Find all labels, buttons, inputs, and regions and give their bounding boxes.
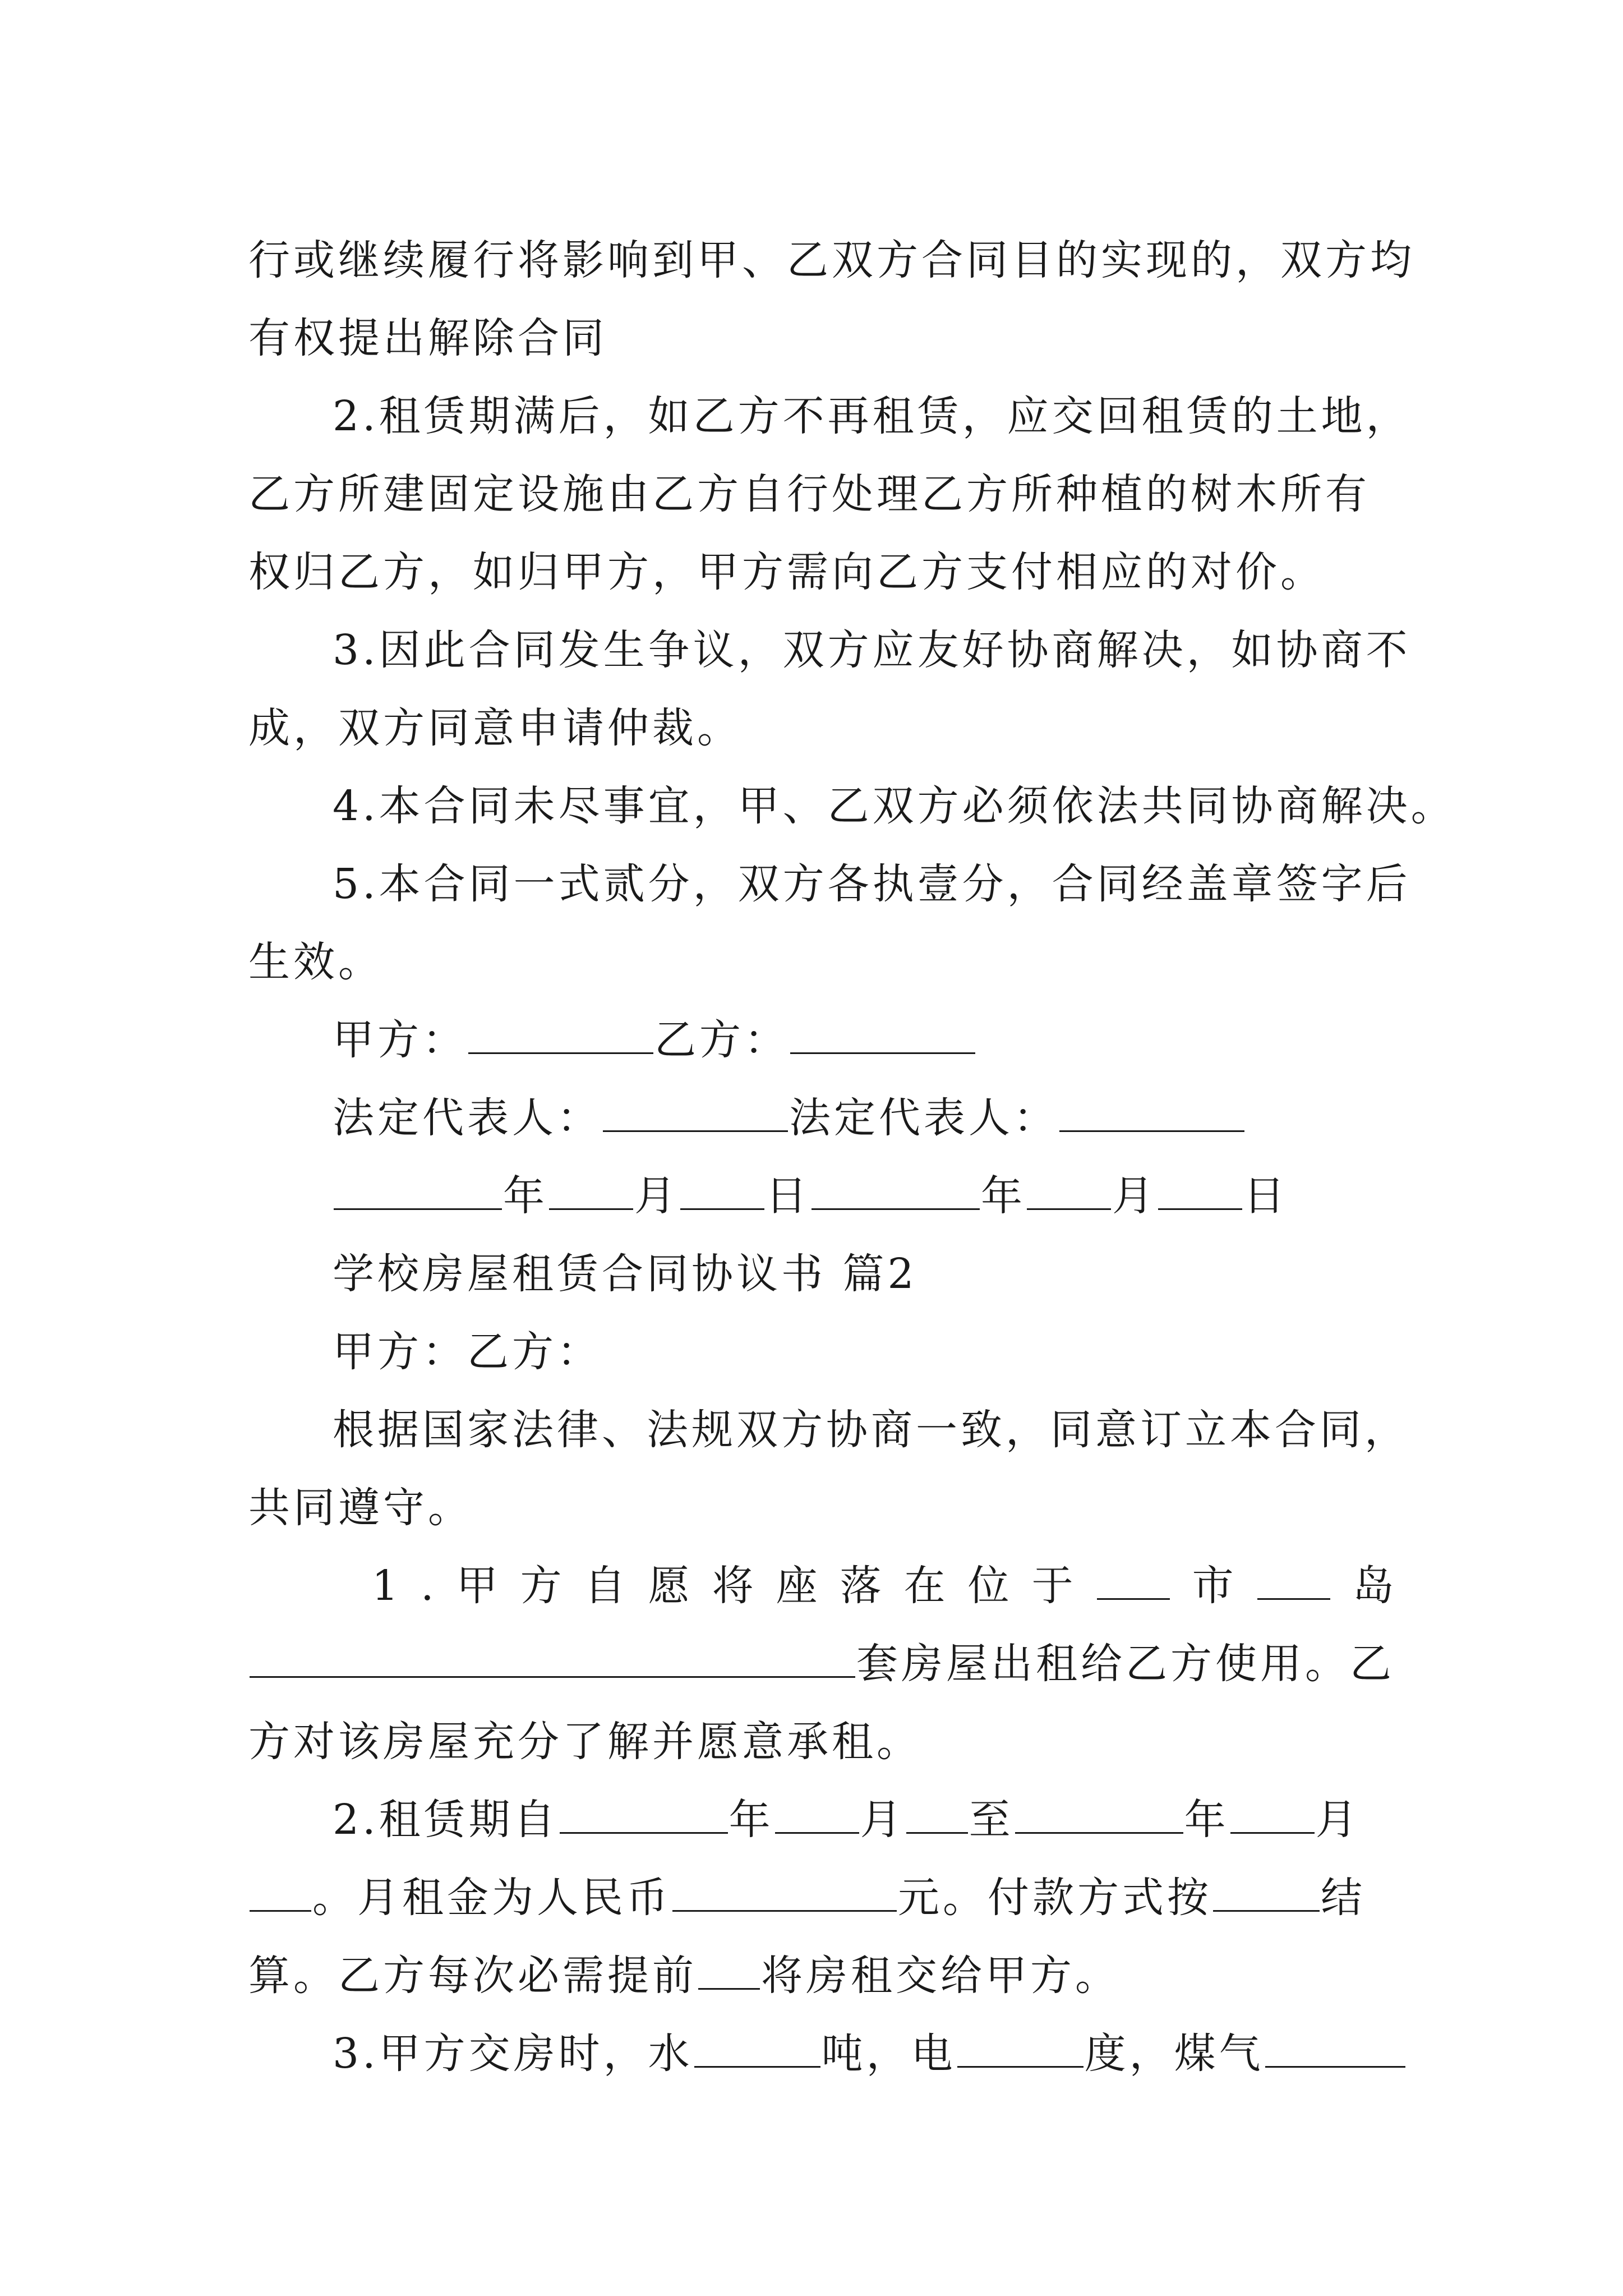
paragraph-line: 2.租赁期满后，如乙方不再租赁，应交回租赁的土地， [333,392,1411,440]
section-parties: 甲方：乙方： [333,1328,602,1376]
day-blank [250,1871,311,1912]
paragraph-line: 3.因此合同发生争议，双方应友好协商解决，如协商不 [333,626,1411,674]
city-blank [1097,1559,1170,1600]
year-blank [1015,1793,1183,1834]
city-label: 市 [1192,1562,1256,1610]
s2-item3-text: 度，煤气 [1084,2030,1264,2078]
section-title: 学校房屋租赁合同协议书 篇2 [333,1250,917,1298]
s2-item2-text: 结 [1321,1874,1366,1922]
day-label: 日 [766,1172,810,1220]
paragraph-line: 权归乙方，如归甲方，甲方需向乙方支付相应的对价。 [248,548,1325,596]
signature-parties-line [333,1001,976,1079]
party-b-blank [790,1013,975,1054]
s2-item2-text: 算。乙方每次必需提前 [248,1952,697,2000]
electricity-blank [957,2027,1083,2068]
paragraph-line [248,1937,1120,2015]
paragraph-line: 4.本合同未尽事宜，甲、乙双方必须依法共同协商解决。 [333,782,1456,830]
rent-blank [672,1871,897,1912]
month-blank [1027,1169,1111,1210]
party-a-label: 甲方： [333,1016,467,1064]
year-blank [560,1793,728,1834]
paragraph-line: 根据国家法律、法规双方协商一致，同意订立本合同， [333,1406,1409,1454]
month-blank [775,1793,859,1834]
s2-item1-text: 套房屋出租给乙方使用。乙 [856,1640,1395,1688]
month-label: 月 [1112,1172,1157,1220]
rep-a-label: 法定代表人： [333,1094,602,1142]
paragraph-line: 方对该房屋充分了解并愿意承租。 [248,1718,921,1766]
day-label: 日 [1243,1172,1288,1220]
paragraph-line [372,1547,1417,1625]
day-blank [680,1169,764,1210]
s2-item3-text: 3.甲方交房时，水 [333,2030,693,2078]
payment-method-blank [1213,1871,1320,1912]
year-label: 年 [503,1172,548,1220]
year-label: 年 [728,1796,774,1844]
month-blank [1230,1793,1315,1834]
year-label: 年 [981,1172,1026,1220]
address-blank [250,1637,855,1678]
to-label: 至 [969,1796,1014,1844]
month-label: 月 [634,1172,679,1220]
rep-b-label: 法定代表人： [789,1094,1058,1142]
paragraph-line: 共同遵守。 [248,1484,473,1532]
year-blank [811,1169,980,1210]
signature-reps-line [333,1079,1246,1157]
s2-item1-text: 1.甲方自愿将座落在位于 [372,1562,1096,1610]
month-label: 月 [1315,1796,1361,1844]
day-blank [906,1793,968,1834]
paragraph-line: 有权提出解除合同 [248,314,607,362]
paragraph-line [248,1625,1395,1703]
paragraph-line [248,1859,1366,1937]
paragraph-line [333,1781,1361,1859]
paragraph-line: 5.本合同一式贰分，双方各执壹分，合同经盖章签字后 [333,860,1411,908]
island-label: 岛 [1352,1562,1417,1610]
party-a-blank [468,1013,653,1054]
party-b-label: 乙方： [654,1016,789,1064]
year-blank [334,1169,502,1210]
s2-item2-text: 元。付款方式按 [898,1874,1212,1922]
water-blank [694,2027,820,2068]
month-label: 月 [860,1796,905,1844]
day-blank [1158,1169,1242,1210]
paragraph-line [333,2015,1407,2093]
paragraph-line: 行或继续履行将影响到甲、乙双方合同目的实现的，双方均 [248,236,1415,284]
gas-blank [1265,2027,1405,2068]
year-label: 年 [1184,1796,1229,1844]
island-blank [1257,1559,1330,1600]
s2-item2-text: 2.租赁期自 [333,1796,559,1844]
signature-dates-line [333,1157,1288,1235]
rep-a-blank [603,1091,788,1132]
s2-item2-text: 将房租交给甲方。 [761,1952,1120,2000]
advance-blank [698,1949,760,1990]
s2-item2-text: 。月租金为人民币 [312,1874,671,1922]
month-blank [549,1169,633,1210]
s2-item3-text: 吨，电 [821,2030,956,2078]
paragraph-line: 成，双方同意申请仲裁。 [248,704,742,752]
paragraph-line: 生效。 [248,938,383,986]
rep-b-blank [1059,1091,1244,1132]
paragraph-line: 乙方所建固定设施由乙方自行处理乙方所种植的树木所有 [248,470,1370,518]
